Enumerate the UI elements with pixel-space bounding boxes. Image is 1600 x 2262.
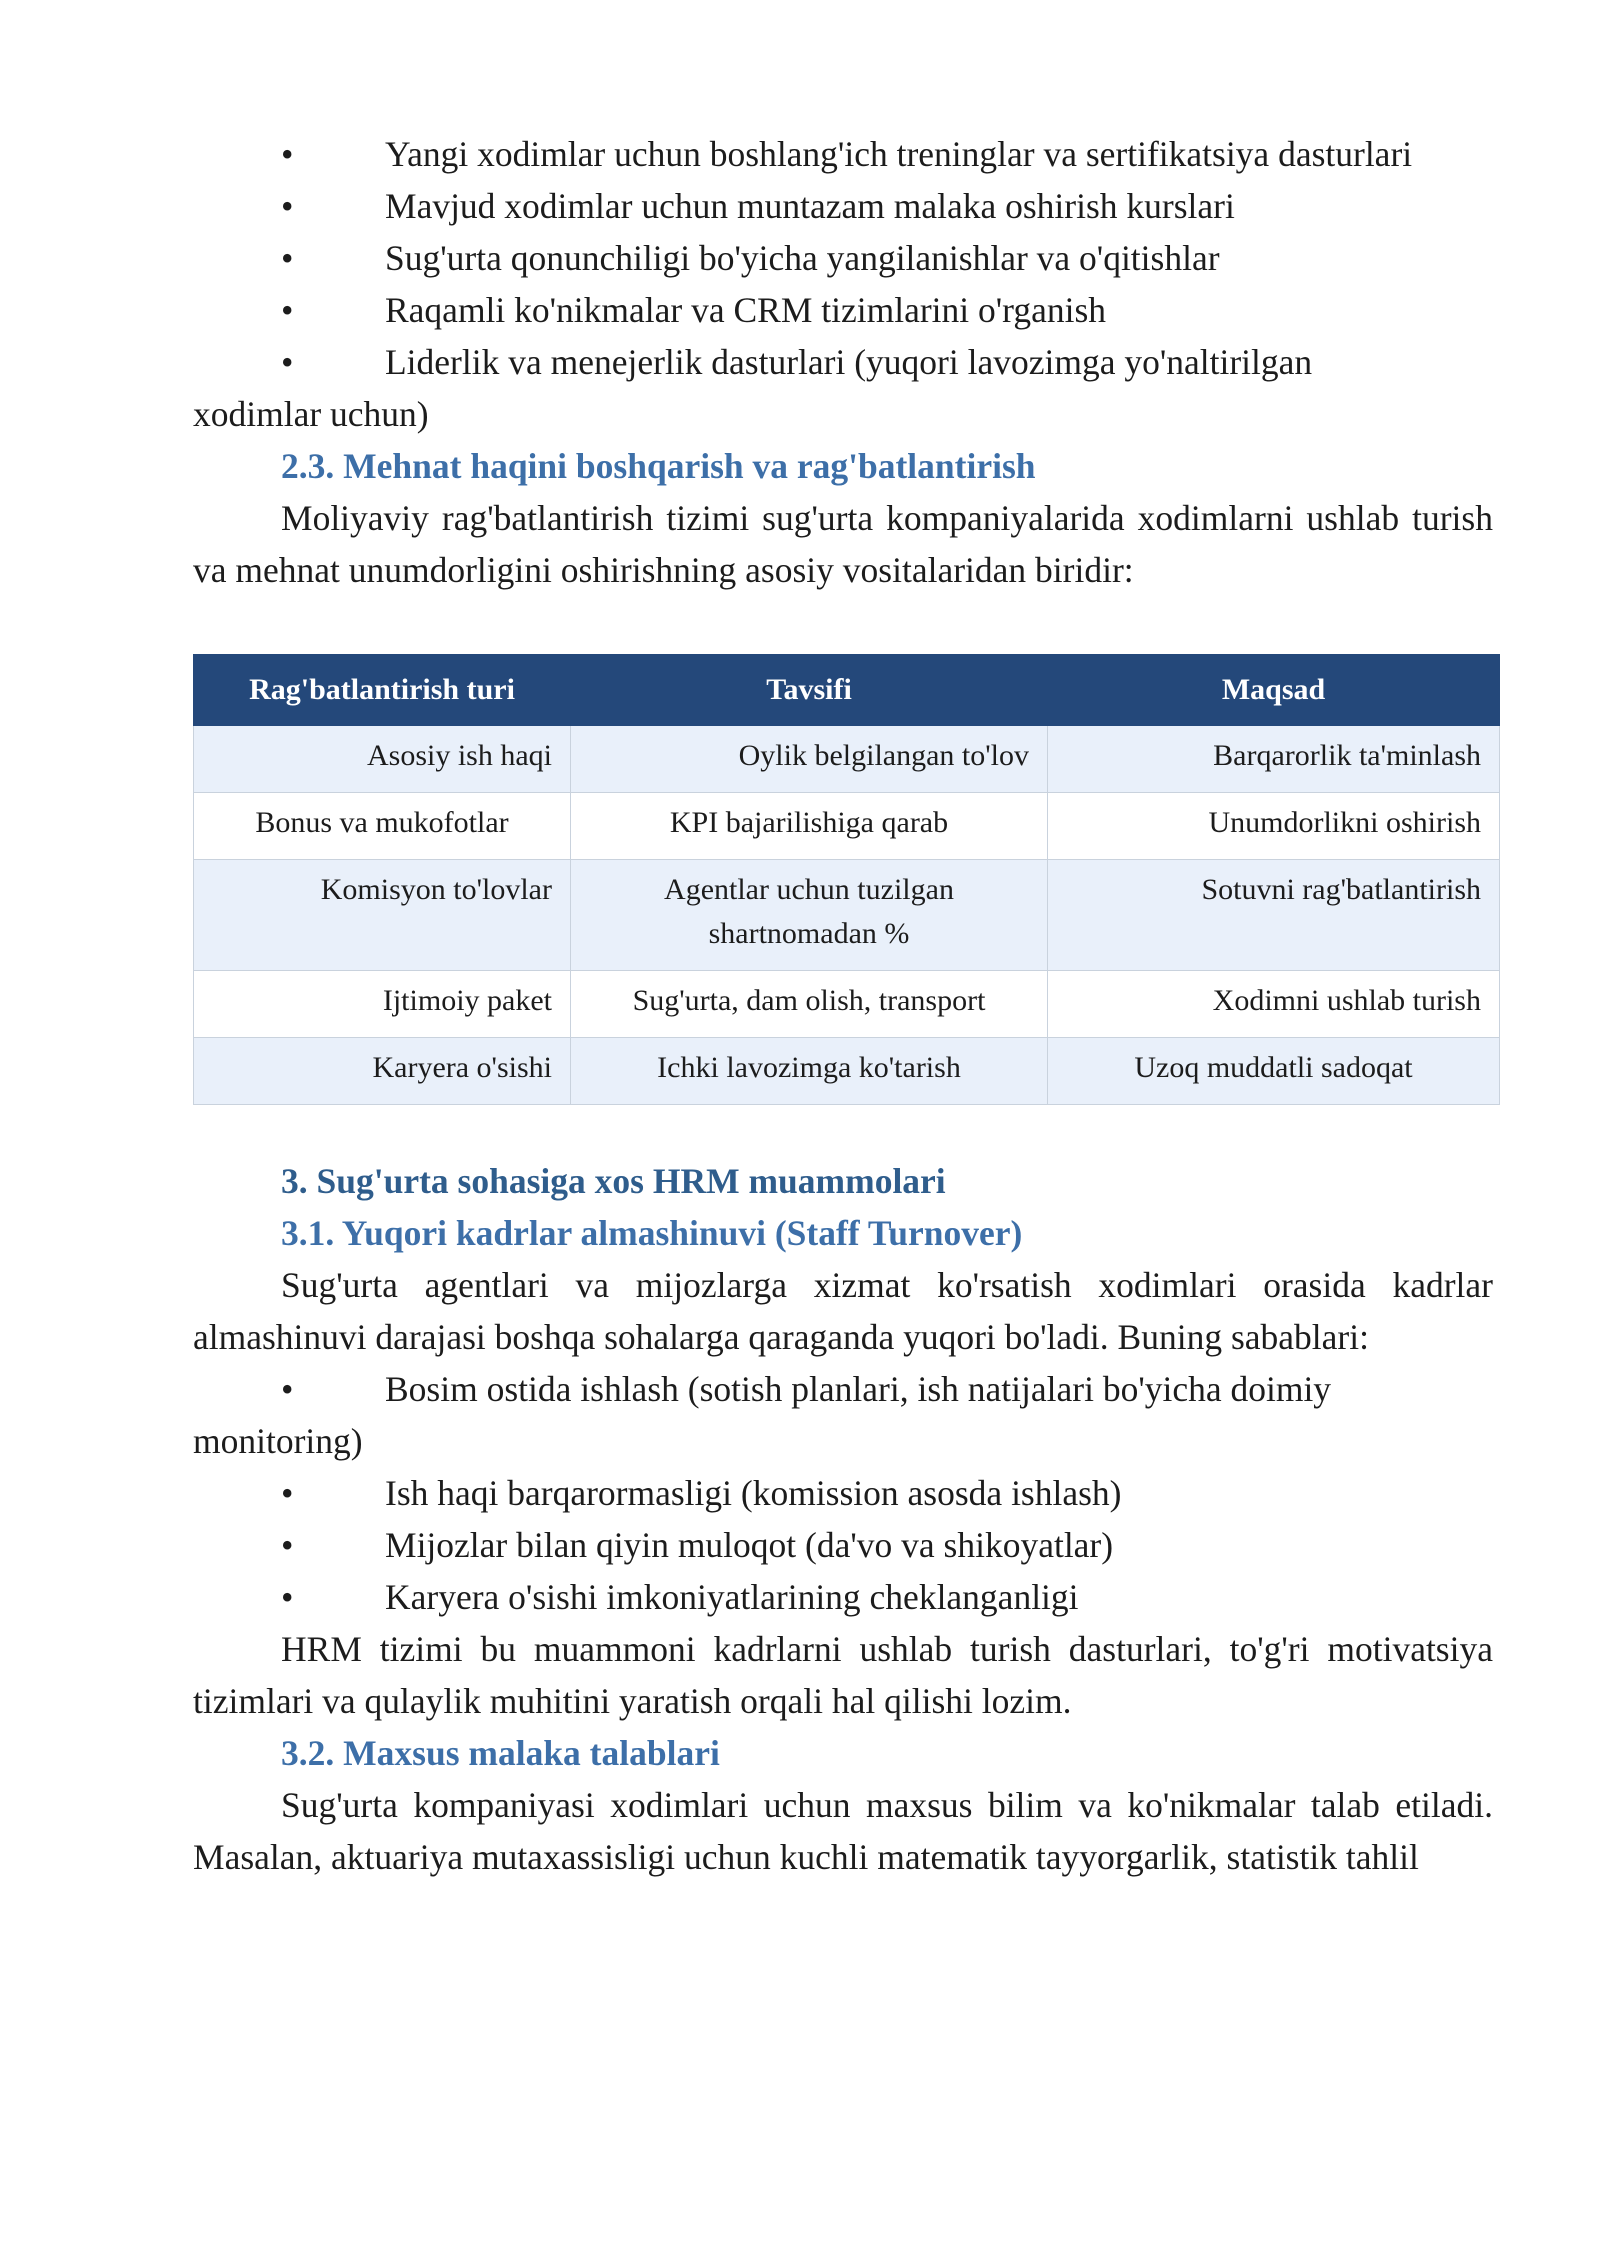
list-item-text: Bosim ostida ishlash (sotish planlari, ish natijalari bo'yicha doimiy (385, 1369, 1332, 1409)
table-row (194, 726, 1500, 793)
list-item-text: Raqamli ko'nikmalar va CRM tizimlarini o'rganish (385, 290, 1107, 330)
list-item-text: Karyera o'sishi imkoniyatlarining cheklanganligi (385, 1577, 1079, 1617)
list-item (193, 232, 1493, 284)
list-item (193, 180, 1493, 232)
list-item (193, 128, 1493, 180)
paragraph: Sug'urta agentlari va mijozlarga xizmat ko'rsatish xodimlari orasida kadrlar almashinuvi darajasi boshqa sohalarga qaraganda yuqori bo'ladi. Buning sabablari: (193, 1265, 1493, 1357)
list-item (193, 284, 1493, 336)
list-item (193, 1467, 1493, 1519)
table-cell: Sotuvni rag'batlantirish (1048, 860, 1500, 971)
table-cell: Karyera o'sishi (194, 1038, 571, 1105)
table-cell: Komisyon to'lovlar (194, 860, 571, 971)
table-cell: Ijtimoiy paket (194, 971, 571, 1038)
list-item-text: Mijozlar bilan qiyin muloqot (da'vo va shikoyatlar) (385, 1525, 1114, 1565)
bullet-marker: • (281, 1473, 294, 1513)
table-header-row (194, 655, 1500, 726)
list-item-continuation: xodimlar uchun) (193, 394, 429, 434)
list-item-text: Mavjud xodimlar uchun muntazam malaka oshirish kurslari (385, 186, 1235, 226)
bullet-marker: • (281, 1525, 294, 1565)
table-row (194, 1038, 1500, 1105)
table-cell: Asosiy ish haqi (194, 726, 571, 793)
table-cell: Unumdorlikni oshirish (1048, 793, 1500, 860)
bullet-marker: • (281, 134, 294, 174)
list-item-text: Liderlik va menejerlik dasturlari (yuqori lavozimga yo'naltirilgan (385, 342, 1313, 382)
incentive-table (193, 654, 1500, 1105)
bullet-marker: • (281, 290, 294, 330)
document-page (193, 128, 1493, 1883)
subsection-heading: 3.1. Yuqori kadrlar almashinuvi (Staff Turnover) (281, 1213, 1023, 1253)
table-cell: Agentlar uchun tuzilgan shartnomadan % (571, 860, 1048, 971)
column-header: Rag'batlantirish turi (194, 655, 571, 726)
list-item-text: Yangi xodimlar uchun boshlang'ich treninglar va sertifikatsiya dasturlari (385, 134, 1413, 174)
list-item (193, 1363, 1493, 1467)
bullet-marker: • (281, 1577, 294, 1617)
list-item-text: Sug'urta qonunchiligi bo'yicha yangilanishlar va o'qitishlar (385, 238, 1220, 278)
table-cell: Barqarorlik ta'minlash (1048, 726, 1500, 793)
column-header: Maqsad (1048, 655, 1500, 726)
bullet-marker: • (281, 186, 294, 226)
table-cell: Uzoq muddatli sadoqat (1048, 1038, 1500, 1105)
list-item (193, 336, 1493, 440)
table-cell: Oylik belgilangan to'lov (571, 726, 1048, 793)
table-cell: KPI bajarilishiga qarab (571, 793, 1048, 860)
section-heading: 2.3. Mehnat haqini boshqarish va rag'batlantirish (281, 446, 1036, 486)
paragraph: Sug'urta kompaniyasi xodimlari uchun maxsus bilim va ko'nikmalar talab etiladi. Masalan, aktuariya mutaxassisligi uchun kuchli matematik tayyorgarlik, statistik tahlil (193, 1785, 1493, 1877)
list-item (193, 1519, 1493, 1571)
table-row (194, 971, 1500, 1038)
table-cell: Xodimni ushlab turish (1048, 971, 1500, 1038)
section-heading: 3. Sug'urta sohasiga xos HRM muammolari (281, 1161, 946, 1201)
bullet-marker: • (281, 238, 294, 278)
bullet-marker: • (281, 342, 294, 382)
table-cell: Sug'urta, dam olish, transport (571, 971, 1048, 1038)
table-cell: Ichki lavozimga ko'tarish (571, 1038, 1048, 1105)
table-cell: Bonus va mukofotlar (194, 793, 571, 860)
bullet-marker: • (281, 1369, 294, 1409)
table-row (194, 860, 1500, 971)
list-item-continuation: monitoring) (193, 1421, 363, 1461)
list-item (193, 1571, 1493, 1623)
table-row (194, 793, 1500, 860)
list-item-text: Ish haqi barqarormasligi (komission asosda ishlash) (385, 1473, 1122, 1513)
column-header: Tavsifi (571, 655, 1048, 726)
paragraph: HRM tizimi bu muammoni kadrlarni ushlab turish dasturlari, to'g'ri motivatsiya tizimlari va qulaylik muhitini yaratish orqali hal qilishi lozim. (193, 1629, 1493, 1721)
subsection-heading: 3.2. Maxsus malaka talablari (281, 1733, 720, 1773)
paragraph: Moliyaviy rag'batlantirish tizimi sug'urta kompaniyalarida xodimlarni ushlab turish va mehnat unumdorligini oshirishning asosiy vositalaridan biridir: (193, 498, 1493, 590)
